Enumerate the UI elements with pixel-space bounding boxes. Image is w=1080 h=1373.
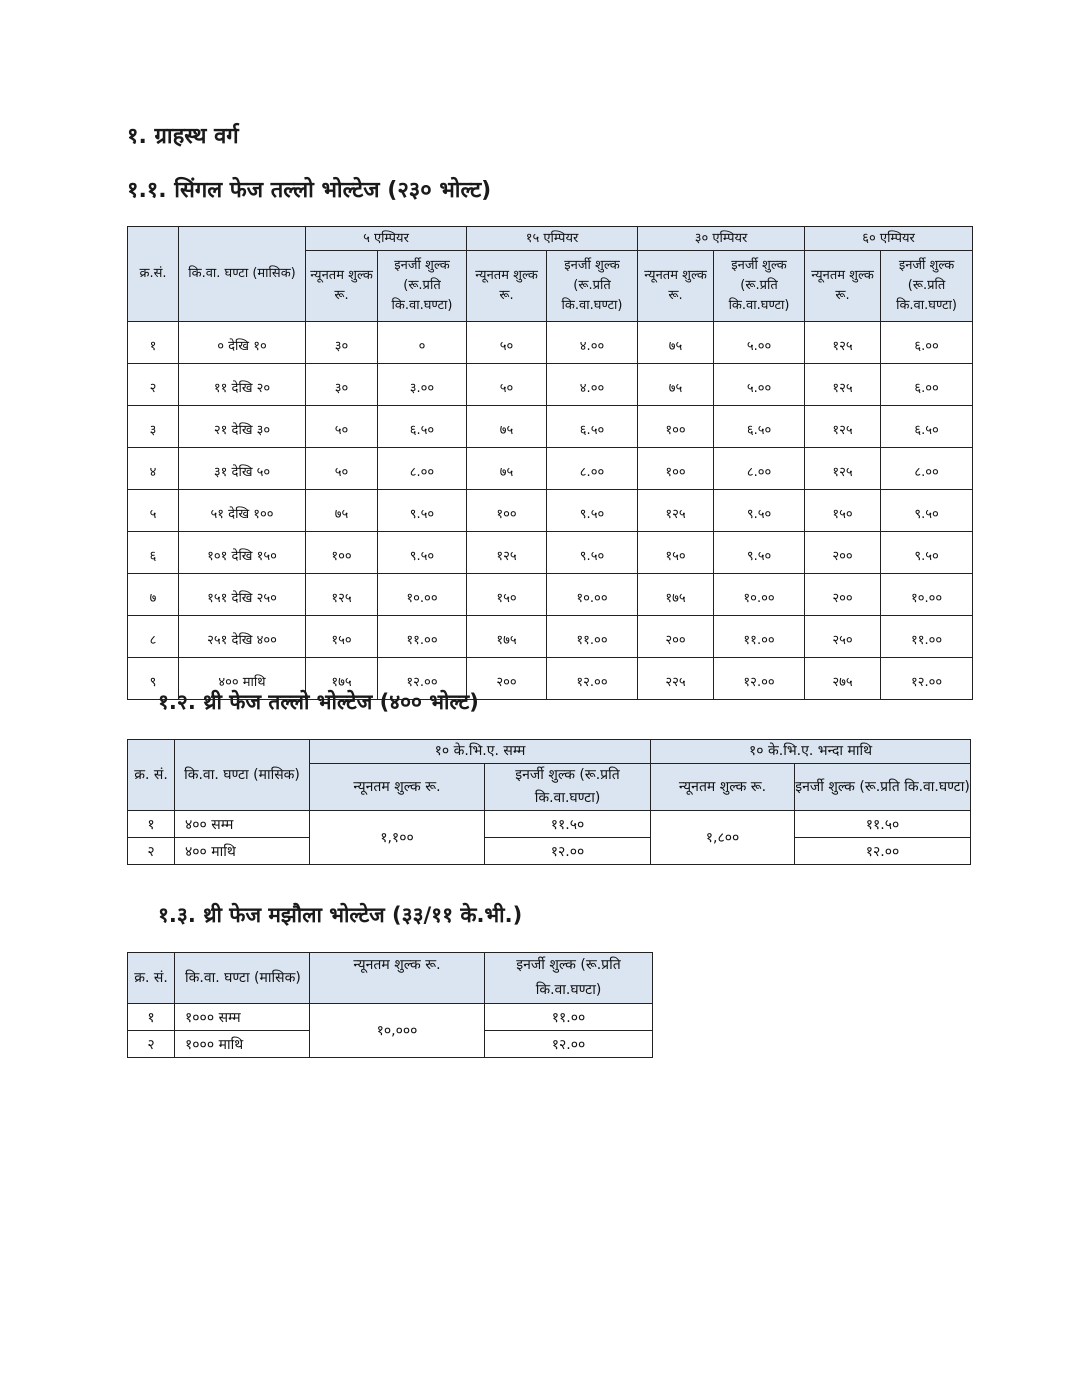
cell-energy-charge: ९.५० xyxy=(714,490,805,532)
cell-energy-charge: १०.०० xyxy=(378,574,467,616)
cell-min-charge: २७५ xyxy=(805,658,881,700)
cell-min-charge: १२५ xyxy=(805,364,881,406)
cell-serial: ४ xyxy=(128,448,179,490)
cell-min-charge: २०० xyxy=(805,574,881,616)
cell-kwh: २१ देखि ३० xyxy=(179,406,306,448)
cell-serial: ९ xyxy=(128,658,179,700)
cell-kwh: ४०० सम्म xyxy=(175,811,310,838)
cell-min-charge: १२५ xyxy=(805,406,881,448)
cell-energy-charge: ११.०० xyxy=(378,616,467,658)
cell-min-charge: १५० xyxy=(805,490,881,532)
cell-min-charge: १५० xyxy=(638,532,714,574)
cell-serial: १ xyxy=(128,1004,175,1031)
header-group: ५ एम्पियर xyxy=(306,227,467,251)
cell-min-charge: १५० xyxy=(306,616,378,658)
cell-energy-charge: ८.०० xyxy=(547,448,638,490)
header-energy-charge: इनर्जी शुल्क (रू.प्रति कि.वा.घण्टा) xyxy=(485,953,653,1004)
cell-energy-charge: ५.०० xyxy=(714,364,805,406)
cell-energy-charge: ४.०० xyxy=(547,322,638,364)
cell-min-charge: ७५ xyxy=(467,448,547,490)
table-row xyxy=(128,574,973,616)
cell-energy-charge: ९.५० xyxy=(378,532,467,574)
cell-energy-charge: १२.०० xyxy=(547,658,638,700)
cell-energy-charge: ८.०० xyxy=(714,448,805,490)
cell-serial: २ xyxy=(128,364,179,406)
cell-kwh: ४०० माथि xyxy=(175,838,310,865)
cell-min-charge: ५० xyxy=(467,364,547,406)
cell-kwh: ११ देखि २० xyxy=(179,364,306,406)
cell-min-charge: २२५ xyxy=(638,658,714,700)
cell-energy-charge: ८.०० xyxy=(378,448,467,490)
cell-min-charge: १२५ xyxy=(467,532,547,574)
header-min-charge: न्यूनतम शुल्क रू. xyxy=(805,251,881,322)
table-row xyxy=(128,406,973,448)
cell-serial: ५ xyxy=(128,490,179,532)
cell-energy-charge: १०.०० xyxy=(714,574,805,616)
cell-min-charge: १०० xyxy=(638,406,714,448)
table-row xyxy=(128,1004,653,1031)
cell-kwh: २५१ देखि ४०० xyxy=(179,616,306,658)
cell-min-charge: २०० xyxy=(467,658,547,700)
cell-min-charge: १०० xyxy=(638,448,714,490)
cell-energy-charge: ९.५० xyxy=(547,532,638,574)
header-group-above-10kva: १० के.भि.ए. भन्दा माथि xyxy=(651,740,971,764)
cell-min-charge: २५० xyxy=(805,616,881,658)
header-min-charge: न्यूनतम शुल्क रू. xyxy=(310,764,485,811)
header-group-upto-10kva: १० के.भि.ए. सम्म xyxy=(310,740,651,764)
header-group: ३० एम्पियर xyxy=(638,227,805,251)
cell-min-charge: १०,००० xyxy=(310,1004,485,1058)
cell-energy-charge: ११.५० xyxy=(485,811,651,838)
cell-energy-charge: ११.०० xyxy=(547,616,638,658)
cell-energy-charge: ११.५० xyxy=(795,811,971,838)
cell-energy-charge: १२.०० xyxy=(795,838,971,865)
cell-serial: ७ xyxy=(128,574,179,616)
cell-kwh: ३१ देखि ५० xyxy=(179,448,306,490)
single-phase-tariff-table xyxy=(127,226,973,700)
subsection-heading-single-phase: १.१. सिंगल फेज तल्लो भोल्टेज (२३० भोल्ट) xyxy=(127,178,492,203)
cell-min-charge: १७५ xyxy=(306,658,378,700)
header-energy-charge: इनर्जी शुल्क (रू.प्रति कि.वा.घण्टा) xyxy=(378,251,467,322)
cell-energy-charge: ६.०० xyxy=(881,322,973,364)
cell-energy-charge: ९.५० xyxy=(881,490,973,532)
cell-energy-charge: ११.०० xyxy=(881,616,973,658)
cell-energy-charge: १२.०० xyxy=(485,1031,653,1058)
cell-kwh: १०१ देखि १५० xyxy=(179,532,306,574)
cell-min-charge: १५० xyxy=(467,574,547,616)
table-row xyxy=(128,448,973,490)
header-min-charge: न्यूनतम शुल्क रू. xyxy=(651,764,795,811)
subsection-heading-three-phase-medium: १.३. थ्री फेज मझौला भोल्टेज (३३/११ के.भी.) xyxy=(158,903,523,927)
header-group: १५ एम्पियर xyxy=(467,227,638,251)
cell-min-charge: १२५ xyxy=(306,574,378,616)
cell-energy-charge: १०.०० xyxy=(881,574,973,616)
cell-energy-charge: ६.५० xyxy=(881,406,973,448)
header-energy-charge: इनर्जी शुल्क (रू.प्रति कि.वा.घण्टा) xyxy=(881,251,973,322)
cell-min-charge: ३० xyxy=(306,322,378,364)
cell-kwh: १००० सम्म xyxy=(175,1004,310,1031)
cell-min-charge: १७५ xyxy=(638,574,714,616)
header-kwh: कि.वा. घण्टा (मासिक) xyxy=(179,227,306,322)
cell-min-charge: १२५ xyxy=(638,490,714,532)
table-row xyxy=(128,811,971,838)
cell-energy-charge: १०.०० xyxy=(547,574,638,616)
cell-energy-charge: ६.०० xyxy=(881,364,973,406)
header-kwh: कि.वा. घण्टा (मासिक) xyxy=(175,953,310,1004)
cell-energy-charge: ६.५० xyxy=(714,406,805,448)
cell-min-charge: १७५ xyxy=(467,616,547,658)
cell-min-charge: ७५ xyxy=(638,364,714,406)
cell-min-charge: ५० xyxy=(467,322,547,364)
cell-min-charge: २०० xyxy=(638,616,714,658)
header-serial: क्र. सं. xyxy=(128,740,175,811)
cell-min-charge: ३० xyxy=(306,364,378,406)
header-energy-charge: इनर्जी शुल्क (रू.प्रति कि.वा.घण्टा) xyxy=(547,251,638,322)
cell-energy-charge: ४.०० xyxy=(547,364,638,406)
cell-energy-charge: १२.०० xyxy=(378,658,467,700)
cell-energy-charge: ३.०० xyxy=(378,364,467,406)
cell-min-charge: ७५ xyxy=(638,322,714,364)
table-row xyxy=(128,838,971,865)
header-energy-charge: इनर्जी शुल्क (रू.प्रति कि.वा.घण्टा) xyxy=(485,764,651,811)
cell-min-charge: १२५ xyxy=(805,322,881,364)
header-serial: क्र. सं. xyxy=(128,953,175,1004)
cell-energy-charge: ८.०० xyxy=(881,448,973,490)
cell-min-charge: ७५ xyxy=(306,490,378,532)
cell-energy-charge: ९.५० xyxy=(714,532,805,574)
cell-serial: १ xyxy=(128,322,179,364)
three-phase-medium-voltage-table xyxy=(127,952,653,1058)
three-phase-low-voltage-table xyxy=(127,739,971,865)
cell-energy-charge: ९.५० xyxy=(378,490,467,532)
table-row xyxy=(128,532,973,574)
cell-min-charge: ७५ xyxy=(467,406,547,448)
cell-energy-charge: १२.०० xyxy=(714,658,805,700)
cell-energy-charge: ९.५० xyxy=(881,532,973,574)
cell-energy-charge: १२.०० xyxy=(485,838,651,865)
cell-energy-charge: ६.५० xyxy=(378,406,467,448)
cell-serial: ६ xyxy=(128,532,179,574)
header-min-charge: न्यूनतम शुल्क रू. xyxy=(638,251,714,322)
header-kwh: कि.वा. घण्टा (मासिक) xyxy=(175,740,310,811)
cell-energy-charge: ९.५० xyxy=(547,490,638,532)
table-row xyxy=(128,364,973,406)
section-heading-household: १. ग्राहस्थ वर्ग xyxy=(127,124,239,149)
cell-kwh: ४०० माथि xyxy=(179,658,306,700)
subsection-heading-three-phase-low: १.२. थ्री फेज तल्लो भोल्टेज (४०० भोल्ट) xyxy=(158,690,479,714)
cell-min-charge: १२५ xyxy=(805,448,881,490)
cell-serial: ८ xyxy=(128,616,179,658)
cell-energy-charge: १२.०० xyxy=(881,658,973,700)
cell-min-charge: १,१०० xyxy=(310,811,485,865)
cell-serial: २ xyxy=(128,1031,175,1058)
header-group: ६० एम्पियर xyxy=(805,227,973,251)
header-min-charge: न्यूनतम शुल्क रू. xyxy=(310,953,485,1004)
cell-min-charge: ५० xyxy=(306,448,378,490)
cell-energy-charge: ० xyxy=(378,322,467,364)
header-energy-charge: इनर्जी शुल्क (रू.प्रति कि.वा.घण्टा) xyxy=(714,251,805,322)
cell-min-charge: ५० xyxy=(306,406,378,448)
table-row xyxy=(128,322,973,364)
cell-min-charge: १०० xyxy=(306,532,378,574)
cell-kwh: ० देखि १० xyxy=(179,322,306,364)
cell-min-charge: १,८०० xyxy=(651,811,795,865)
cell-energy-charge: ६.५० xyxy=(547,406,638,448)
cell-min-charge: २०० xyxy=(805,532,881,574)
cell-energy-charge: ५.०० xyxy=(714,322,805,364)
cell-serial: ३ xyxy=(128,406,179,448)
header-serial: क्र.सं. xyxy=(128,227,179,322)
cell-kwh: १००० माथि xyxy=(175,1031,310,1058)
cell-energy-charge: ११.०० xyxy=(714,616,805,658)
cell-serial: १ xyxy=(128,811,175,838)
cell-min-charge: १०० xyxy=(467,490,547,532)
header-min-charge: न्यूनतम शुल्क रू. xyxy=(306,251,378,322)
cell-kwh: १५१ देखि २५० xyxy=(179,574,306,616)
cell-energy-charge: ११.०० xyxy=(485,1004,653,1031)
table-row xyxy=(128,616,973,658)
table-row xyxy=(128,490,973,532)
header-min-charge: न्यूनतम शुल्क रू. xyxy=(467,251,547,322)
cell-kwh: ५१ देखि १०० xyxy=(179,490,306,532)
header-energy-charge: इनर्जी शुल्क (रू.प्रति कि.वा.घण्टा) xyxy=(795,764,971,811)
cell-serial: २ xyxy=(128,838,175,865)
